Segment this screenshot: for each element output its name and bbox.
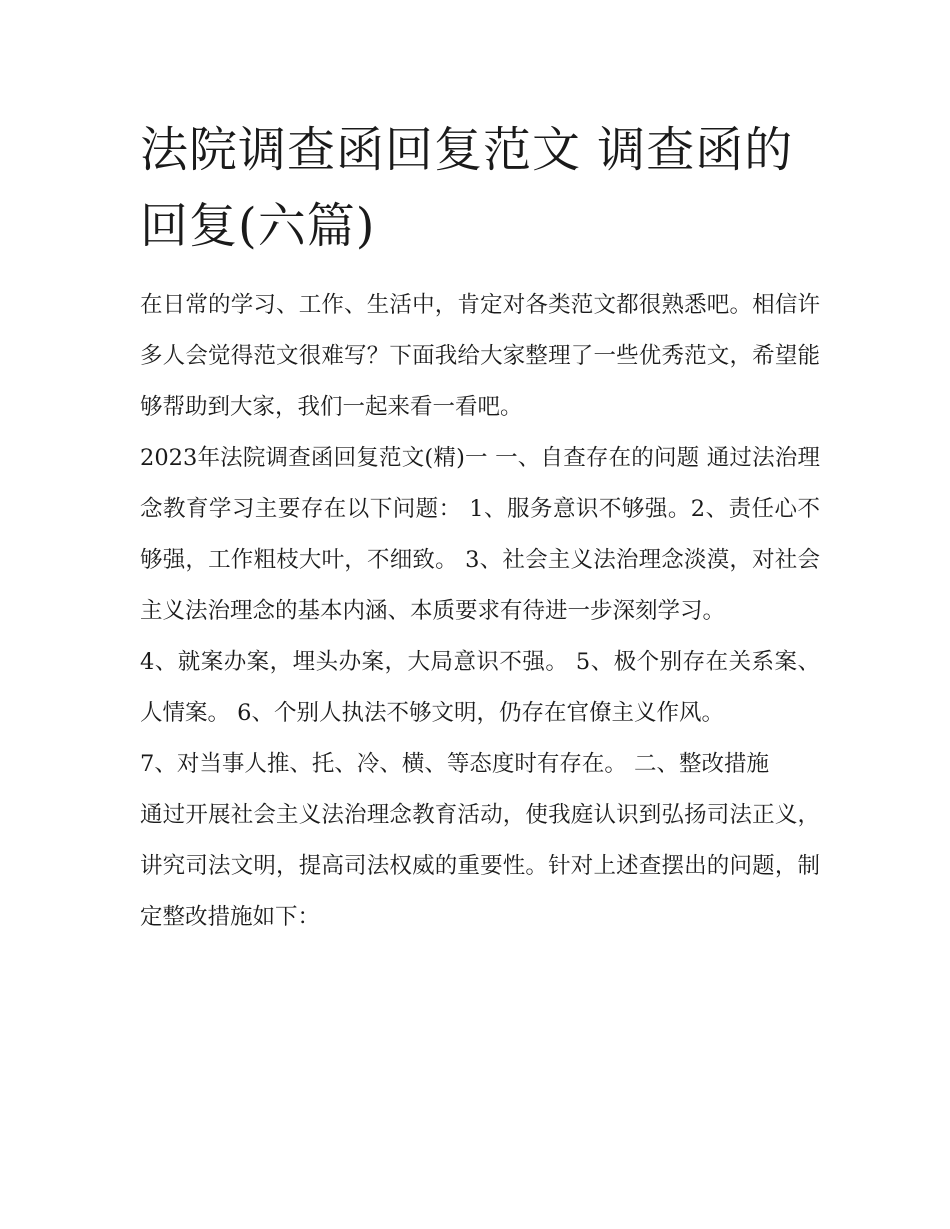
paragraph-problems-4-6: 4、就案办案，埋头办案，大局意识不强。 5、极个别存在关系案、人情案。 6、个别人执法不够文明，仍存在官僚主义作风。 (140, 649, 820, 726)
paragraph-measures: 通过开展社会主义法治理念教育活动，使我庭认识到弘扬司法正义，讲究司法文明，提高司法权威的重要性。针对上述查摆出的问题，制定整改措施如下： (140, 802, 820, 930)
document-body (140, 112, 820, 943)
document-title: 法院调查函回复范文 调查函的回复(六篇) (140, 122, 794, 254)
paragraph-self-check: 2023年法院调查函回复范文(精)一 一、自查存在的问题 通过法治理念教育学习主要存在以下问题： 1、服务意识不够强。2、责任心不够强，工作粗枝大叶，不细致。 3、社会主义法治理念淡漠，对社会主义法治理念的基本内涵、本质要求有待进一步深刻学习。 (140, 445, 820, 624)
paragraph-intro: 在日常的学习、工作、生活中，肯定对各类范文都很熟悉吧。相信许多人会觉得范文很难写？下面我给大家整理了一些优秀范文，希望能够帮助到大家，我们一起来看一看吧。 (140, 292, 820, 420)
paragraph-problem-7: 7、对当事人推、托、冷、横、等态度时有存在。 二、整改措施 (140, 751, 769, 777)
